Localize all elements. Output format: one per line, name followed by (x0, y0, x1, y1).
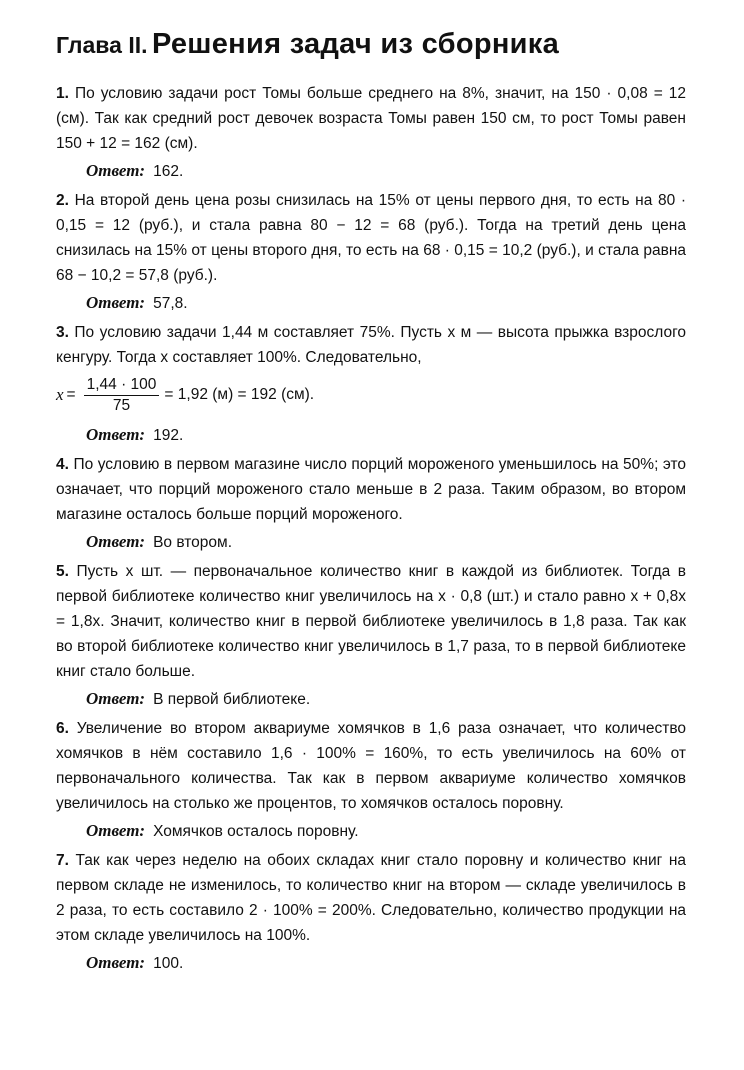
chapter-heading (56, 30, 686, 59)
answer-label: Ответ: (86, 293, 146, 312)
problem-number: 7. (56, 852, 69, 869)
problem-text: По условию в первом магазине число порций мороженого уменьшилось на 50%; это означает, что порций мороженого стало меньше в 2 раза. Таким образом, во втором магазине осталось больше порций мороженого. (56, 456, 686, 523)
chapter-label: Глава II. (56, 32, 148, 58)
answer-label: Ответ: (86, 532, 146, 551)
problem-number: 5. (56, 563, 69, 580)
formula-rhs: = 1,92 (м) = 192 (см). (164, 386, 315, 403)
problem-7 (56, 848, 686, 948)
problem-text: По условию задачи 1,44 м составляет 75%. Пусть x м — высота прыжка взрослого кенгуру. Тогда x составляет 100%. Следовательно, (56, 324, 686, 366)
answer-value: 192. (153, 427, 184, 444)
problem-4 (56, 452, 686, 527)
problem-number: 4. (56, 456, 69, 473)
answer-3 (56, 422, 686, 448)
problem-text: На второй день цена розы снизилась на 15% от цены первого дня, то есть на 80 · 0,15 = 12 (руб.), и стала равна 80 − 12 = 68 (руб.). Тогда на третий день цена снизилась на 15% от цены второго дня, то есть на 68 · 0,15 = 10,2 (руб.), и стала равна 68 − 10,2 = 57,8 (руб.). (56, 192, 686, 284)
answer-value: В первой библиотеке. (153, 691, 311, 708)
problem-3 (56, 320, 686, 370)
fraction-numerator: 1,44 · 100 (84, 375, 160, 396)
answer-label: Ответ: (86, 689, 146, 708)
answer-value: 162. (153, 163, 184, 180)
problem-1 (56, 81, 686, 156)
answer-4 (56, 529, 686, 555)
problem-text: Увеличение во втором аквариуме хомячков в 1,6 раза означает, что количество хомячков в нём составило 1,6 · 100% = 160%, то есть увеличилось на 60% от первоначального количества. Так как в первом аквариуме количество хомячков увеличилось на столько же процентов, то хомячков осталось поровну. (56, 720, 686, 812)
chapter-title: Решения задач из сборника (151, 28, 560, 60)
problem-5 (56, 559, 686, 684)
problem-number: 3. (56, 324, 69, 341)
problem-number: 2. (56, 192, 69, 209)
formula-lhs: x (56, 385, 64, 404)
problem-number: 1. (56, 85, 69, 102)
formula-eq: = (66, 386, 76, 403)
formula-fraction (84, 375, 160, 416)
answer-label: Ответ: (86, 161, 146, 180)
answer-label: Ответ: (86, 953, 146, 972)
answer-value: 100. (153, 955, 184, 972)
problem-number: 6. (56, 720, 69, 737)
answer-value: 57,8. (153, 295, 188, 312)
problem-text: Так как через неделю на обоих складах книг стало поровну и количество книг на первом складе не изменилось, то количество книг на втором — складе увеличилось в 2 раза, то есть составило 2 · 100% = 200%. Следовательно, количество продукции на этом складе увеличилось на 100%. (56, 852, 686, 944)
answer-value: Во втором. (153, 534, 233, 551)
answer-2 (56, 290, 686, 316)
fraction-denominator: 75 (112, 396, 131, 414)
answer-label: Ответ: (86, 821, 146, 840)
answer-6 (56, 818, 686, 844)
answer-5 (56, 686, 686, 712)
problem-text: По условию задачи рост Томы больше среднего на 8%, значит, на 150 · 0,08 = 12 (см). Так как средний рост девочек возраста Томы равен 150 см, то рост Томы равен 150 + 12 = 162 (см). (56, 85, 686, 152)
answer-label: Ответ: (86, 425, 146, 444)
problem-text: Пусть x шт. — первоначальное количество книг в каждой из библиотек. Тогда в первой библиотеке количество книг увеличилось на x · 0,8 (шт.) и стало равно x + 0,8x = 1,8x. Значит, количество книг в первой библиотеке увеличилось в 1,8 раза. Так как во второй библиотеке количество книг увеличилось в 1,7 раза, то в первой библиотеке книг стало больше. (56, 563, 687, 680)
answer-value: Хомячков осталось поровну. (153, 823, 359, 840)
answer-7 (56, 950, 686, 976)
formula-3 (56, 370, 686, 420)
problem-6 (56, 716, 686, 816)
answer-1 (56, 158, 686, 184)
problem-2 (56, 188, 686, 288)
